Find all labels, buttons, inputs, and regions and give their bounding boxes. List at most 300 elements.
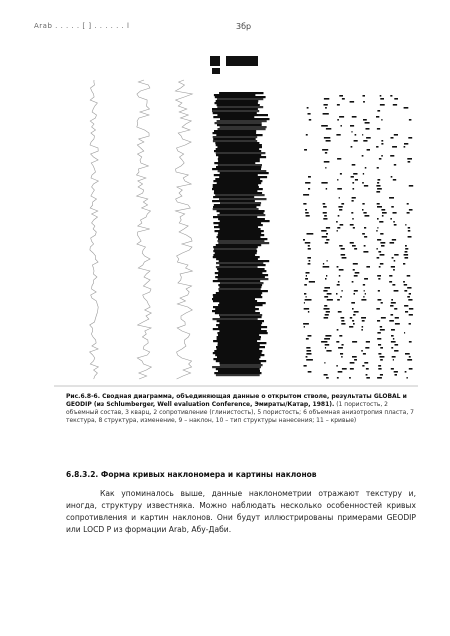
- track-mark: [339, 335, 342, 337]
- track-mark: [353, 314, 355, 316]
- track-mark: [391, 176, 393, 178]
- column-band: [213, 294, 261, 296]
- track-mark: [364, 227, 366, 229]
- column-band: [220, 282, 264, 284]
- column-band: [213, 140, 257, 142]
- track-mark: [326, 239, 329, 241]
- track-mark: [381, 209, 385, 211]
- track-mark: [407, 203, 409, 205]
- track-mark: [376, 308, 380, 310]
- track-mark: [321, 125, 328, 127]
- track-mark: [306, 272, 310, 274]
- page-number: 3бр: [236, 22, 252, 31]
- track-mark: [405, 311, 408, 313]
- track-mark: [355, 179, 358, 181]
- column-band: [218, 242, 269, 244]
- track-mark: [394, 371, 398, 373]
- column-band: [218, 342, 267, 344]
- track-mark: [323, 212, 327, 214]
- track-mark: [352, 320, 354, 322]
- track-mark: [363, 101, 365, 103]
- track-mark: [404, 146, 406, 148]
- track-mark: [309, 281, 315, 283]
- track-mark: [337, 266, 339, 268]
- track-mark: [392, 239, 396, 241]
- track-mark: [323, 206, 327, 208]
- track-mark: [363, 95, 366, 97]
- column-band: [215, 312, 260, 314]
- track-mark: [405, 224, 406, 226]
- track-mark: [339, 209, 342, 211]
- column-band: [216, 134, 262, 136]
- track-mark: [353, 188, 355, 190]
- track-mark: [390, 218, 392, 220]
- track-mark: [389, 320, 394, 322]
- column-band: [215, 96, 266, 98]
- track-mark: [391, 206, 394, 208]
- track-mark: [408, 230, 411, 232]
- track-mark: [378, 353, 381, 355]
- column-band: [215, 276, 265, 278]
- track-mark: [395, 323, 400, 325]
- column-band: [212, 310, 255, 312]
- track-mark: [306, 356, 308, 358]
- track-mark: [378, 278, 380, 280]
- track-mark: [304, 326, 305, 328]
- track-mark: [394, 164, 396, 166]
- column-band: [216, 346, 265, 348]
- track-mark: [307, 257, 311, 259]
- column-band: [213, 280, 260, 282]
- track-mark: [354, 248, 357, 250]
- track-mark: [377, 332, 380, 334]
- track-mark: [305, 209, 307, 211]
- track-mark: [325, 347, 326, 349]
- track-mark: [382, 215, 384, 217]
- column-band: [218, 284, 262, 286]
- column-band: [219, 260, 270, 262]
- track-mark: [326, 311, 330, 313]
- track-mark: [306, 347, 310, 349]
- track-mark: [380, 104, 385, 106]
- track-mark: [338, 371, 343, 373]
- track-mark: [377, 239, 381, 241]
- track-mark: [341, 323, 345, 325]
- column-band: [218, 270, 266, 272]
- track-mark: [308, 335, 312, 337]
- track-mark: [324, 374, 328, 376]
- track-mark: [404, 305, 408, 307]
- column-band: [212, 188, 263, 190]
- track-mark: [377, 188, 382, 190]
- track-mark: [350, 317, 352, 319]
- track-mark: [352, 164, 356, 166]
- track-mark: [306, 296, 307, 298]
- track-mark: [349, 326, 353, 328]
- track-mark: [326, 128, 331, 130]
- track-mark: [326, 188, 327, 190]
- column-band: [218, 238, 267, 240]
- track-mark: [352, 245, 356, 247]
- track-mark: [378, 251, 381, 253]
- track-mark: [341, 320, 344, 322]
- column-band: [214, 204, 261, 206]
- track-mark: [326, 350, 331, 352]
- track-mark: [394, 224, 397, 226]
- column-band: [212, 168, 261, 170]
- track-mark: [337, 227, 340, 229]
- track-mark: [405, 257, 409, 259]
- track-mark: [390, 242, 395, 244]
- track-mark: [392, 257, 394, 259]
- track-mark: [409, 341, 412, 343]
- track-mark: [338, 347, 343, 349]
- track-mark: [341, 356, 342, 358]
- column-band: [214, 174, 258, 176]
- track-mark: [393, 221, 395, 223]
- track-mark: [323, 113, 329, 115]
- column-band: [218, 128, 266, 130]
- track-mark: [394, 254, 398, 256]
- column-band: [213, 216, 257, 218]
- column-band: [212, 110, 259, 112]
- track-mark: [323, 218, 327, 220]
- column-band: [213, 138, 256, 140]
- column-band: [219, 92, 263, 94]
- column-band: [214, 162, 255, 164]
- column-band: [215, 230, 264, 232]
- track-mark: [336, 365, 337, 367]
- track-mark: [361, 317, 366, 319]
- track-mark: [324, 305, 327, 307]
- column-band: [217, 106, 263, 108]
- track-mark: [404, 332, 405, 334]
- track-mark: [308, 371, 312, 373]
- track-mark: [352, 281, 354, 283]
- track-mark: [362, 326, 364, 328]
- column-band: [213, 358, 259, 360]
- column-band: [213, 208, 259, 210]
- track-mark: [340, 173, 342, 175]
- column-band: [218, 234, 265, 236]
- dark-lithology-column: [212, 92, 270, 376]
- track-mark: [323, 266, 330, 268]
- track-mark: [391, 302, 396, 304]
- track-mark: [380, 95, 382, 97]
- track-mark: [409, 368, 413, 370]
- column-band: [215, 122, 262, 124]
- track-mark: [304, 149, 307, 151]
- track-mark: [377, 206, 382, 208]
- track-mark: [336, 293, 338, 295]
- track-mark: [342, 368, 347, 370]
- track-mark: [395, 317, 399, 319]
- track-mark: [339, 269, 344, 271]
- track-mark: [324, 137, 330, 139]
- track-mark: [365, 347, 369, 349]
- column-band: [217, 214, 265, 216]
- track-mark: [392, 284, 395, 286]
- track-mark: [377, 218, 379, 220]
- track-mark: [366, 128, 370, 130]
- track-mark: [394, 308, 397, 310]
- column-band: [216, 152, 266, 154]
- track-mark: [341, 248, 345, 250]
- right-interpretation-tracks: [303, 95, 413, 379]
- track-mark: [380, 98, 384, 100]
- track-mark: [390, 305, 393, 307]
- track-mark: [307, 107, 309, 109]
- track-mark: [377, 128, 380, 130]
- track-mark: [306, 215, 310, 217]
- track-mark: [325, 107, 327, 109]
- track-mark: [336, 341, 339, 343]
- running-header-left: Arab . . . . . [ ] . . . . . . l: [34, 22, 130, 30]
- track-mark: [325, 152, 327, 154]
- track-mark: [354, 359, 357, 361]
- track-mark: [305, 212, 309, 214]
- column-band: [215, 252, 257, 254]
- track-mark: [354, 293, 356, 295]
- track-mark: [326, 227, 330, 229]
- track-mark: [337, 188, 342, 190]
- track-mark: [378, 344, 381, 346]
- column-band: [219, 198, 267, 200]
- track-mark: [380, 359, 383, 361]
- column-band: [217, 114, 268, 116]
- track-mark: [361, 299, 366, 301]
- track-mark: [363, 284, 365, 286]
- column-band: [215, 194, 264, 196]
- caption-title: Рис.6.8-6. Сводная диаграмма, объединяющая данные о открытом стволе, результаты GLOBAL и GEODIP (из Schlumberger, Well evaluation Conference, Эмираты/Катар, 1981).: [66, 393, 407, 408]
- track-mark: [404, 143, 408, 145]
- track-mark: [303, 239, 305, 241]
- column-band: [214, 192, 262, 194]
- column-band: [218, 224, 262, 226]
- column-band: [213, 256, 260, 258]
- track-mark: [337, 119, 339, 121]
- track-mark: [377, 257, 380, 259]
- column-band: [216, 292, 262, 294]
- track-mark: [393, 269, 395, 271]
- track-mark: [379, 158, 382, 160]
- track-mark: [354, 275, 358, 277]
- track-mark: [350, 362, 355, 364]
- track-mark: [351, 212, 353, 214]
- column-band: [218, 240, 265, 242]
- column-band: [220, 172, 269, 174]
- track-mark: [381, 155, 383, 157]
- column-band: [213, 250, 257, 252]
- track-mark: [405, 251, 408, 253]
- track-mark: [304, 284, 307, 286]
- track-mark: [390, 155, 394, 157]
- track-mark: [408, 161, 411, 163]
- track-mark: [367, 149, 370, 151]
- column-band: [213, 136, 258, 138]
- column-band: [216, 244, 261, 246]
- track-mark: [308, 113, 311, 115]
- column-band: [218, 278, 269, 280]
- track-mark: [351, 302, 355, 304]
- column-band: [215, 178, 260, 180]
- track-mark: [389, 281, 392, 283]
- track-mark: [352, 197, 356, 199]
- track-mark: [308, 311, 309, 313]
- column-band: [218, 232, 261, 234]
- track-mark: [305, 299, 312, 301]
- track-mark: [355, 272, 360, 274]
- track-mark: [321, 182, 327, 184]
- track-mark: [339, 245, 342, 247]
- track-mark: [338, 206, 342, 208]
- track-mark: [379, 266, 381, 268]
- track-mark: [337, 377, 339, 379]
- track-mark: [362, 209, 364, 211]
- column-band: [216, 144, 262, 146]
- column-band: [213, 254, 255, 256]
- column-band: [218, 344, 260, 346]
- column-band: [213, 340, 257, 342]
- column-band: [212, 200, 255, 202]
- column-band: [213, 206, 257, 208]
- track-mark: [376, 230, 377, 232]
- column-band: [220, 118, 270, 120]
- track-mark: [377, 377, 382, 379]
- column-band: [216, 266, 258, 268]
- track-mark: [394, 260, 396, 262]
- column-band: [214, 130, 256, 132]
- track-mark: [354, 290, 358, 292]
- column-band: [217, 98, 263, 100]
- column-band: [219, 322, 262, 324]
- track-mark: [325, 344, 330, 346]
- column-band: [220, 362, 261, 364]
- track-mark: [403, 281, 405, 283]
- column-band: [217, 210, 265, 212]
- column-band: [213, 184, 259, 186]
- track-mark: [353, 227, 355, 229]
- column-band: [220, 202, 261, 204]
- track-mark: [407, 158, 412, 160]
- track-mark: [393, 359, 394, 361]
- column-band: [215, 142, 259, 144]
- column-band: [218, 326, 267, 328]
- column-band: [213, 328, 261, 330]
- track-mark: [366, 368, 369, 370]
- track-mark: [340, 296, 342, 298]
- track-mark: [380, 233, 383, 235]
- track-mark: [365, 215, 370, 217]
- track-mark: [377, 110, 380, 112]
- track-mark: [391, 266, 395, 268]
- track-mark: [303, 194, 309, 196]
- track-mark: [404, 107, 409, 109]
- track-mark: [378, 299, 382, 301]
- track-mark: [341, 203, 344, 205]
- track-mark: [362, 134, 363, 136]
- track-mark: [336, 134, 340, 136]
- track-mark: [337, 284, 340, 286]
- track-mark: [321, 230, 326, 232]
- column-band: [216, 360, 266, 362]
- track-mark: [326, 140, 331, 142]
- track-mark: [391, 314, 394, 316]
- track-mark: [381, 140, 383, 142]
- column-band: [216, 324, 261, 326]
- track-mark: [389, 275, 392, 277]
- track-mark: [366, 137, 371, 139]
- track-mark: [409, 119, 412, 121]
- column-band: [217, 104, 260, 106]
- track-mark: [352, 131, 353, 133]
- body-paragraph: Как упоминалось выше, данные наклонометрии отражают текстуру и, иногда, структуру известняка. Можно наблюдать несколько особенностей кривых сопротивления и картин наклонов. Они будут иллюстрированы примерами GEODIP или LOCD P из формации Arab, Абу-Даби.: [66, 489, 416, 534]
- track-mark: [364, 278, 368, 280]
- track-mark: [336, 221, 338, 223]
- track-mark: [337, 179, 338, 181]
- track-mark: [351, 176, 354, 178]
- column-band: [217, 120, 267, 122]
- column-band: [213, 352, 262, 354]
- track-header-block-1: [210, 56, 220, 66]
- column-band: [213, 132, 257, 134]
- column-band: [220, 316, 262, 318]
- track-mark: [352, 116, 357, 118]
- track-mark: [363, 353, 366, 355]
- column-band: [214, 248, 257, 250]
- track-mark: [407, 377, 408, 379]
- track-mark: [324, 287, 330, 289]
- track-mark: [407, 296, 410, 298]
- track-mark: [365, 167, 367, 169]
- track-mark: [353, 323, 355, 325]
- track-mark: [366, 374, 368, 376]
- column-band: [217, 338, 261, 340]
- track-mark: [362, 203, 364, 205]
- track-mark: [324, 317, 329, 319]
- track-mark: [392, 146, 397, 148]
- track-mark: [404, 254, 409, 256]
- track-mark: [342, 344, 344, 346]
- track-mark: [361, 350, 363, 352]
- track-mark: [380, 374, 383, 376]
- track-mark: [323, 290, 327, 292]
- track-mark: [306, 275, 307, 277]
- track-mark: [324, 161, 330, 163]
- track-mark: [342, 98, 345, 100]
- column-band: [213, 186, 259, 188]
- track-mark: [354, 140, 358, 142]
- column-band: [219, 330, 266, 332]
- track-mark: [403, 263, 405, 265]
- track-mark: [407, 359, 412, 361]
- column-band: [218, 160, 260, 162]
- track-mark: [377, 167, 379, 169]
- track-mark: [377, 320, 380, 322]
- column-band: [214, 94, 256, 96]
- track-mark: [377, 338, 381, 340]
- track-mark: [304, 293, 306, 295]
- track-mark: [309, 119, 311, 121]
- column-band: [214, 150, 261, 152]
- track-mark: [380, 242, 385, 244]
- column-band: [220, 220, 270, 222]
- column-band: [214, 226, 258, 228]
- track-mark: [339, 275, 341, 277]
- track-mark: [341, 125, 342, 127]
- track-mark: [308, 248, 311, 250]
- column-band: [217, 236, 261, 238]
